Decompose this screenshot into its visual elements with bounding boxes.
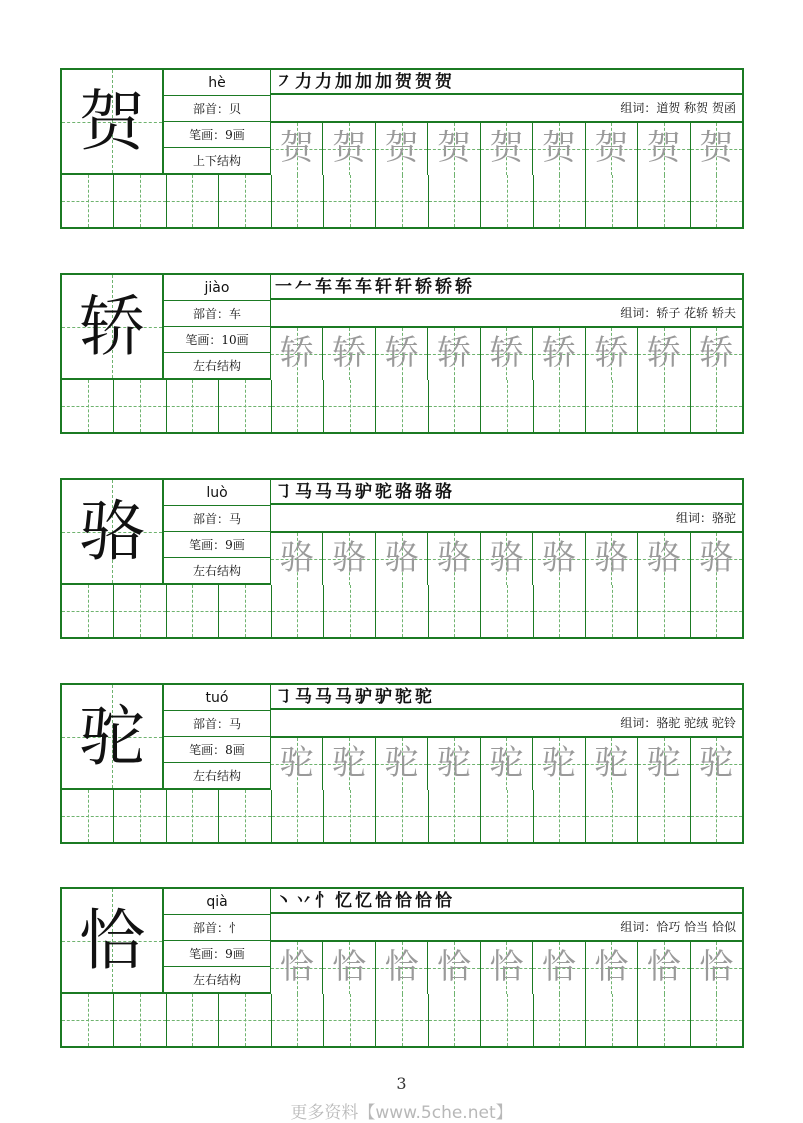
trace-cell: 骆 (322, 533, 374, 585)
character-info (164, 68, 270, 175)
practice-cell (585, 175, 637, 227)
stroke-step: 恰 (375, 891, 392, 911)
practice-cell (323, 790, 375, 842)
practice-cell (637, 175, 689, 227)
trace-cell: 贺 (271, 123, 322, 175)
trace-cell: 贺 (480, 123, 532, 175)
practice-cell (113, 585, 165, 637)
trace-cell: 恰 (375, 942, 427, 994)
stroke-step: 车 (315, 277, 332, 297)
practice-cell (323, 994, 375, 1046)
practice-cell (218, 585, 270, 637)
word-examples: 组词：轿子 花轿 轿夫 (270, 300, 744, 326)
stroke-step: 恰 (435, 891, 452, 911)
stroke-order (270, 683, 744, 710)
practice-cell (428, 175, 480, 227)
practice-cell (166, 585, 218, 637)
practice-cell (480, 790, 532, 842)
stroke-step: 骆 (395, 482, 412, 502)
practice-cell (62, 380, 113, 432)
trace-cell: 贺 (532, 123, 584, 175)
practice-cell (323, 380, 375, 432)
stroke-step: 贺 (395, 72, 412, 92)
trace-cell: 贺 (690, 123, 742, 175)
trace-cell: 恰 (480, 942, 532, 994)
stroke-step: 马 (335, 482, 352, 502)
trace-cell: 恰 (427, 942, 479, 994)
stroke-step: ㇆ (275, 482, 292, 502)
stroke-step: 骆 (415, 482, 432, 502)
practice-cell (480, 585, 532, 637)
radical: 部首：贝 (164, 96, 270, 122)
trace-cell: 驼 (637, 738, 689, 790)
practice-cell (480, 380, 532, 432)
trace-cell: 驼 (375, 738, 427, 790)
trace-cell: 驼 (532, 738, 584, 790)
trace-cell: 骆 (271, 533, 322, 585)
trace-cell: 骆 (375, 533, 427, 585)
practice-cell (690, 994, 742, 1046)
trace-cell: 贺 (585, 123, 637, 175)
practice-cell (533, 380, 585, 432)
trace-cell: 轿 (322, 328, 374, 380)
practice-cell (585, 380, 637, 432)
trace-cell: 驼 (322, 738, 374, 790)
trace-grid (270, 736, 744, 790)
trace-cell: 恰 (532, 942, 584, 994)
trace-cell: 恰 (271, 942, 322, 994)
character-card (60, 68, 744, 229)
trace-grid (270, 940, 744, 994)
stroke-step: 马 (295, 482, 312, 502)
practice-cell (690, 380, 742, 432)
stroke-step: 轿 (435, 277, 452, 297)
trace-cell: 轿 (532, 328, 584, 380)
practice-cell (166, 994, 218, 1046)
stroke-step: 力 (295, 72, 312, 92)
practice-cell (637, 380, 689, 432)
practice-cell (428, 994, 480, 1046)
practice-cell (585, 585, 637, 637)
practice-cell (637, 790, 689, 842)
stroke-step: 驴 (355, 482, 372, 502)
trace-cell: 贺 (322, 123, 374, 175)
trace-cell: 轿 (585, 328, 637, 380)
practice-cell (375, 585, 427, 637)
practice-cell (62, 175, 113, 227)
practice-cell (271, 175, 323, 227)
stroke-step: 一 (275, 277, 292, 297)
practice-cell (323, 585, 375, 637)
trace-cell: 骆 (427, 533, 479, 585)
stroke-step: ㇇ (275, 72, 292, 92)
stroke-count: 笔画：9画 (164, 941, 270, 967)
word-examples: 组词：骆驼 驼绒 驼铃 (270, 710, 744, 736)
stroke-count: 笔画：9画 (164, 122, 270, 148)
trace-cell: 骆 (480, 533, 532, 585)
character-card (60, 683, 744, 844)
stroke-step: 驼 (395, 687, 412, 707)
practice-cell (323, 175, 375, 227)
practice-cell (533, 994, 585, 1046)
character-card (60, 887, 744, 1048)
practice-cell (637, 585, 689, 637)
character-card (60, 273, 744, 434)
trace-grid (270, 326, 744, 380)
trace-cell: 轿 (480, 328, 532, 380)
practice-cell (113, 790, 165, 842)
practice-cell (690, 175, 742, 227)
practice-cell (637, 994, 689, 1046)
stroke-step: 马 (335, 687, 352, 707)
stroke-step: ㇆ (275, 687, 292, 707)
trace-cell: 驼 (480, 738, 532, 790)
character-card (60, 478, 744, 639)
trace-grid (270, 531, 744, 585)
character-info (164, 887, 270, 994)
practice-cell (166, 175, 218, 227)
trace-cell: 恰 (585, 942, 637, 994)
trace-cell: 恰 (690, 942, 742, 994)
practice-cell (375, 175, 427, 227)
stroke-step: 车 (355, 277, 372, 297)
practice-cell (113, 175, 165, 227)
practice-cell (533, 175, 585, 227)
practice-cell (271, 380, 323, 432)
stroke-step: 加 (355, 72, 372, 92)
practice-cell (218, 790, 270, 842)
practice-grid (60, 790, 744, 844)
practice-cell (271, 994, 323, 1046)
stroke-step: 贺 (415, 72, 432, 92)
stroke-step: 忆 (335, 891, 352, 911)
trace-cell: 恰 (637, 942, 689, 994)
pinyin: hè (164, 70, 270, 96)
stroke-order (270, 478, 744, 505)
trace-cell: 驼 (427, 738, 479, 790)
stroke-step: 马 (295, 687, 312, 707)
practice-cell (113, 380, 165, 432)
stroke-step: 驼 (415, 687, 432, 707)
main-character: 贺 (60, 68, 164, 175)
pinyin: luò (164, 480, 270, 506)
stroke-order (270, 273, 744, 300)
trace-cell: 轿 (375, 328, 427, 380)
stroke-step: 加 (375, 72, 392, 92)
stroke-step: 忄 (315, 891, 332, 911)
radical: 部首：马 (164, 711, 270, 737)
practice-grid (60, 994, 744, 1048)
pinyin: jiào (164, 275, 270, 301)
stroke-count: 笔画：8画 (164, 737, 270, 763)
practice-cell (585, 790, 637, 842)
trace-cell: 骆 (585, 533, 637, 585)
practice-cell (428, 585, 480, 637)
radical: 部首：车 (164, 301, 270, 327)
trace-cell: 贺 (427, 123, 479, 175)
stroke-step: 马 (315, 482, 332, 502)
stroke-step: 恰 (415, 891, 432, 911)
page-number: 3 (396, 1074, 407, 1093)
practice-cell (428, 790, 480, 842)
stroke-step: 驴 (355, 687, 372, 707)
practice-grid (60, 175, 744, 229)
practice-cell (690, 585, 742, 637)
trace-cell: 轿 (427, 328, 479, 380)
practice-cell (480, 994, 532, 1046)
pinyin: qià (164, 889, 270, 915)
stroke-order (270, 68, 744, 95)
structure: 左右结构 (192, 769, 241, 783)
practice-cell (62, 994, 113, 1046)
character-info (164, 273, 270, 380)
trace-cell: 轿 (271, 328, 322, 380)
character-info (164, 683, 270, 790)
stroke-step: 驴 (375, 687, 392, 707)
main-character: 轿 (60, 273, 164, 380)
stroke-step: 丶 (275, 891, 292, 911)
practice-cell (62, 585, 113, 637)
stroke-order (270, 887, 744, 914)
stroke-step: 轩 (395, 277, 412, 297)
practice-cell (533, 585, 585, 637)
stroke-step: 力 (315, 72, 332, 92)
practice-cell (585, 994, 637, 1046)
practice-cell (271, 585, 323, 637)
stroke-step: 𠂉 (295, 277, 312, 297)
practice-cell (218, 994, 270, 1046)
practice-cell (166, 790, 218, 842)
radical: 部首：马 (164, 506, 270, 532)
stroke-step: 轿 (455, 277, 472, 297)
stroke-step: 车 (335, 277, 352, 297)
practice-cell (113, 994, 165, 1046)
practice-cell (271, 790, 323, 842)
structure: 上下结构 (192, 154, 241, 168)
footer-watermark: 更多资料【www.5che.net】 (290, 1103, 513, 1123)
main-character: 驼 (60, 683, 164, 790)
trace-cell: 驼 (585, 738, 637, 790)
trace-cell: 贺 (637, 123, 689, 175)
trace-cell: 驼 (271, 738, 322, 790)
practice-grid (60, 585, 744, 639)
character-info (164, 478, 270, 585)
stroke-step: 贺 (435, 72, 452, 92)
main-character: 骆 (60, 478, 164, 585)
trace-cell: 恰 (322, 942, 374, 994)
practice-cell (62, 790, 113, 842)
practice-cell (480, 175, 532, 227)
stroke-step: 丷 (295, 891, 312, 911)
practice-cell (533, 790, 585, 842)
stroke-step: 驼 (375, 482, 392, 502)
practice-cell (375, 994, 427, 1046)
trace-cell: 贺 (375, 123, 427, 175)
stroke-step: 骆 (435, 482, 452, 502)
radical: 部首：忄 (164, 915, 270, 941)
stroke-count: 笔画：9画 (164, 532, 270, 558)
trace-cell: 骆 (532, 533, 584, 585)
structure: 左右结构 (192, 973, 241, 987)
main-character: 恰 (60, 887, 164, 994)
trace-cell: 轿 (690, 328, 742, 380)
stroke-count: 笔画：10画 (164, 327, 270, 353)
stroke-step: 恰 (395, 891, 412, 911)
stroke-step: 忆 (355, 891, 372, 911)
practice-grid (60, 380, 744, 434)
practice-cell (375, 790, 427, 842)
practice-cell (218, 175, 270, 227)
word-examples: 组词：恰巧 恰当 恰似 (270, 914, 744, 940)
trace-grid (270, 121, 744, 175)
word-examples: 组词：道贺 称贺 贺函 (270, 95, 744, 121)
trace-cell: 骆 (637, 533, 689, 585)
trace-cell: 驼 (690, 738, 742, 790)
trace-cell: 轿 (637, 328, 689, 380)
practice-cell (166, 380, 218, 432)
practice-cell (428, 380, 480, 432)
practice-cell (690, 790, 742, 842)
structure: 左右结构 (192, 564, 241, 578)
word-examples: 组词：骆驼 (270, 505, 744, 531)
trace-cell: 骆 (690, 533, 742, 585)
practice-cell (218, 380, 270, 432)
pinyin: tuó (164, 685, 270, 711)
stroke-step: 马 (315, 687, 332, 707)
structure: 左右结构 (192, 359, 241, 373)
practice-cell (375, 380, 427, 432)
stroke-step: 加 (335, 72, 352, 92)
stroke-step: 轩 (375, 277, 392, 297)
stroke-step: 轿 (415, 277, 432, 297)
